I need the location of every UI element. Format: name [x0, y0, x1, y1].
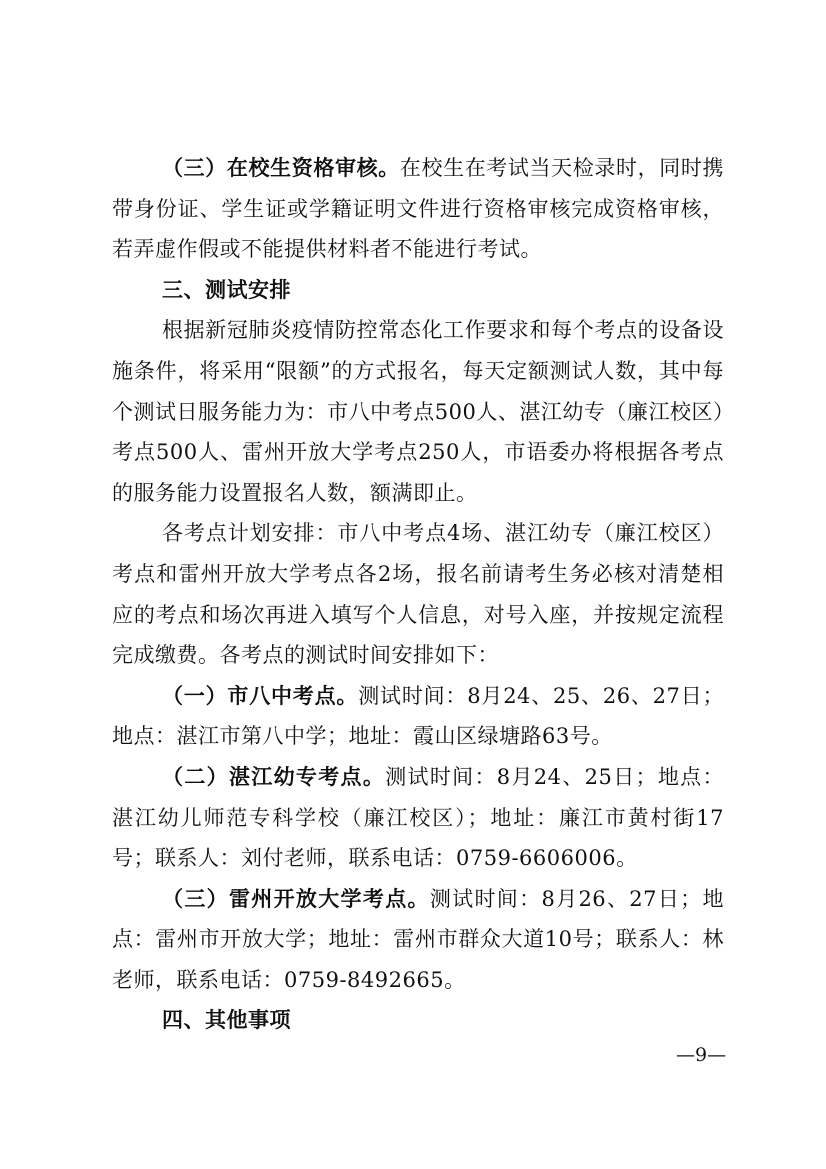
page-number: —9— — [676, 1044, 727, 1066]
item-body: 测试时间：8月24、25日；地点：湛江幼儿师范专科学校（廉江校区）；地址：廉江市黄村街17号；联系人：刘付老师，联系电话：0759-6606006。 — [112, 764, 724, 871]
paragraph-site-2 — [112, 757, 724, 879]
item-body: 测试时间：8月26、27日；地点：雷州市开放大学；地址：雷州市群众大道10号；联系人：林老师，联系电话：0759-8492665。 — [112, 886, 724, 992]
paragraph-site-plan: 各考点计划安排：市八中考点4场、湛江幼专（廉江校区）考点和雷州开放大学考点各2场，报名前请考生务必核对清楚相应的考点和场次再进入填写个人信息，对号入座，并按规定流程完成缴费。各考点的测试时间安排如下： — [112, 521, 724, 668]
item-body: 测试时间：8月24、25、26、27日；地点：湛江市第八中学；地址：霞山区绿塘路63号。 — [112, 683, 724, 749]
paragraph-site-1 — [112, 676, 724, 757]
section-heading-other-matters: 四、其他事项 — [162, 1008, 291, 1033]
item-title: （三）雷州开放大学考点。 — [162, 886, 430, 911]
item-title: （二）湛江幼专考点。 — [162, 764, 386, 789]
paragraph-quota: 根据新冠肺炎疫情防控常态化工作要求和每个考点的设备设施条件，将采用“限额”的方式报名，每天定额测试人数，其中每个测试日服务能力为：市八中考点500人、湛江幼专（廉江校区）考点500人、雷州开放大学考点250人，市语委办将根据各考点的服务能力设置报名人数，额满即止。 — [112, 318, 724, 505]
item-body: 在校生在考试当天检录时，同时携带身份证、学生证或学籍证明文件进行资格审核完成资格审核，若弄虚作假或不能提供材料者不能进行考试。 — [112, 156, 725, 262]
document-body — [112, 148, 724, 1041]
item-title: （一）市八中考点。 — [162, 683, 359, 708]
item-title: （三）在校生资格审核。 — [162, 156, 400, 180]
section-heading-test-arrangement: 三、测试安排 — [162, 277, 291, 302]
paragraph-site-3 — [112, 879, 724, 1001]
paragraph-student-qualification — [112, 148, 724, 270]
